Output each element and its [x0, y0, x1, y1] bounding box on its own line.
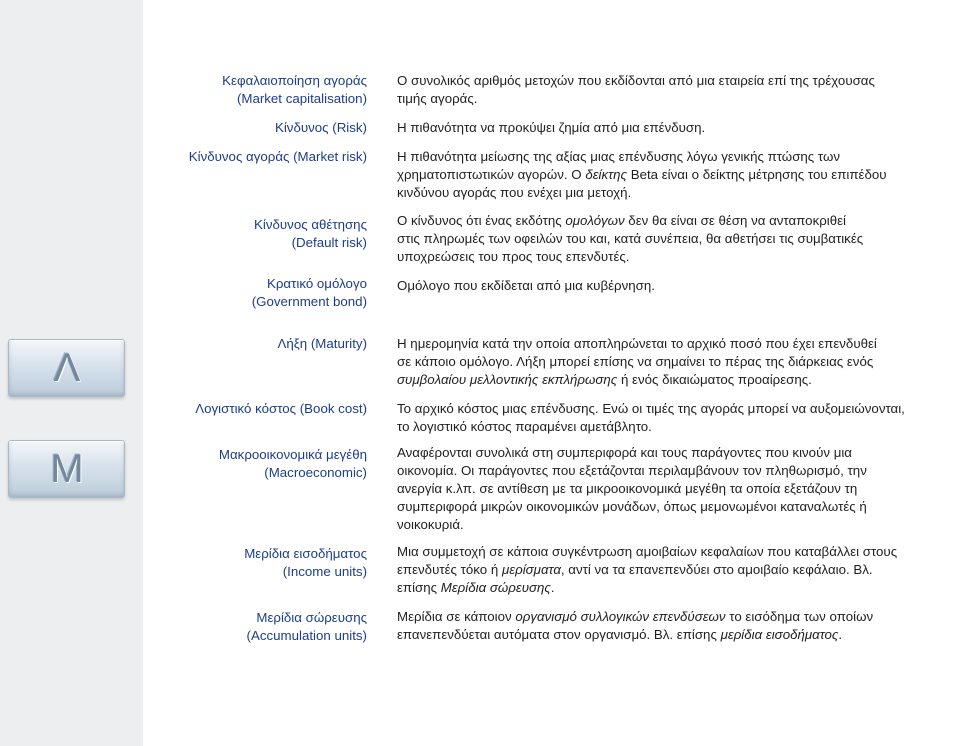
term-line: (Government bond)	[251, 294, 367, 309]
glossary-term-income-units: μερίδια εισοδήματος	[720, 627, 839, 642]
term-market-risk	[150, 148, 367, 166]
glossary-term-futures: συμβολαίου μελλοντικής εκπλήρωσης	[397, 372, 618, 387]
def-line: οικονομία. Οι παράγοντες που εξετάζονται περιλαμβάνουν τον πληθωρισμό, την	[397, 463, 867, 478]
term-line: Μερίδια εισοδήματος	[244, 546, 367, 561]
definition-market-capitalisation	[397, 72, 957, 108]
term-accumulation-units	[150, 609, 367, 645]
def-line	[397, 626, 957, 644]
def-line: Ο συνολικός αριθμός μετοχών που εκδίδονται από μια εταιρεία επί της τρέχουσας	[397, 73, 875, 88]
def-text: το εισόδημα των οποίων	[725, 609, 874, 624]
term-line: (Market capitalisation)	[236, 91, 367, 106]
glossary-term-dividends: μερίσματα	[501, 562, 561, 577]
def-line: νοικοκυριά.	[397, 517, 464, 532]
def-line: τιμής αγοράς.	[397, 91, 478, 106]
def-line	[397, 371, 957, 389]
glossary-term-accumulation-units: Μερίδια σώρευσης	[440, 580, 551, 595]
def-text: Μερίδια σε κάποιον	[397, 609, 516, 624]
letter-tile-mu	[8, 440, 125, 498]
definition-risk	[397, 119, 957, 137]
glossary-term-collective-investment: οργανισμό συλλογικών επενδύσεων	[515, 609, 726, 624]
term-income-units	[150, 545, 367, 581]
term-line: Μερίδια σώρευσης	[256, 610, 367, 625]
term-government-bond	[150, 275, 367, 311]
def-line: υποχρεώσεις του προς τους επενδυτές.	[397, 249, 630, 264]
term-line: (Accumulation units)	[246, 628, 367, 643]
term-risk	[150, 119, 367, 137]
letter-mu: Μ	[50, 447, 84, 491]
def-line: Το αρχικό κόστος μιας επένδυσης. Ενώ οι τιμές της αγοράς μπορεί να αυξομειώνονται,	[397, 401, 905, 416]
def-text: επανεπενδύεται αυτόματα στον οργανισμό. Βλ. επίσης	[397, 627, 721, 642]
def-line	[397, 608, 957, 626]
def-text: χρηματοπιστωτικών αγορών.	[397, 167, 568, 182]
def-line: Η πιθανότητα μείωσης της αξίας μιας επένδυσης λόγω γενικής πτώσης των	[397, 149, 840, 164]
definition-default-risk	[397, 212, 957, 266]
term-default-risk	[150, 216, 367, 252]
term-line: Κίνδυνος αθέτησης	[254, 217, 367, 232]
term-line: (Macroeconomic)	[264, 465, 367, 480]
def-text: Beta είναι ο δείκτης μέτρησης του επιπέδου	[627, 167, 887, 182]
term-line: Μακροοικονομικά μεγέθη	[218, 447, 367, 462]
term-macroeconomic	[150, 446, 367, 482]
def-line: Η πιθανότητα να προκύψει ζημία από μια επένδυση.	[397, 120, 706, 135]
definition-market-risk	[397, 148, 957, 202]
term-book-cost	[150, 400, 367, 418]
letter-tile-lambda	[8, 339, 125, 397]
def-line: Ομόλογο που εκδίδεται από μια κυβέρνηση.	[397, 278, 655, 293]
def-line	[397, 579, 957, 597]
def-line: Αναφέρονται συνολικά στη συμπεριφορά και τους παράγοντες που κινούν μια	[397, 445, 852, 460]
def-line: κινδύνου αγοράς που ενέχει μια μετοχή.	[397, 185, 632, 200]
term-line: Κίνδυνος αγοράς (Market risk)	[188, 149, 367, 164]
def-line: σε κάποιο ομόλογο. Λήξη μπορεί επίσης να σημαίνει το πέρας της διάρκειας ενός	[397, 354, 874, 369]
definition-maturity	[397, 335, 957, 389]
def-line: ανεργία κ.λπ. σε αντίθεση με τα μικροοικονομικά μεγέθη τα οποία εξετάζουν τη	[397, 481, 858, 496]
definition-accumulation-units	[397, 608, 957, 644]
def-line: Η ημερομηνία κατά την οποία αποπληρώνεται το αρχικό ποσό που έχει επενδυθεί	[397, 336, 877, 351]
def-text: ή ενός δικαιώματος προαίρεσης.	[617, 372, 812, 387]
term-line: Λογιστικό κόστος (Book cost)	[195, 401, 367, 416]
definition-book-cost	[397, 400, 957, 436]
def-line: Μια συμμετοχή σε κάποια συγκέντρωση αμοιβαίων κεφαλαίων που καταβάλλει στους	[397, 544, 898, 559]
def-text: Ο κίνδυνος ότι ένας εκδότης	[397, 213, 566, 228]
term-maturity	[150, 335, 367, 353]
term-line: Κίνδυνος (Risk)	[274, 120, 367, 135]
term-line: Κρατικό ομόλογο	[267, 276, 367, 291]
def-text: επενδυτές τόκο ή	[397, 562, 502, 577]
glossary-term-bonds: ομολόγων	[565, 213, 625, 228]
definition-macroeconomic	[397, 444, 957, 534]
letter-lambda: Λ	[53, 346, 81, 390]
def-text: .	[550, 580, 555, 595]
def-line	[397, 561, 957, 579]
def-line	[397, 212, 957, 230]
term-line: (Default risk)	[291, 235, 367, 250]
def-line: στις πληρωμές των οφειλών του και, κατά συνέπεια, θα αθετήσει τις συμβατικές	[397, 231, 864, 246]
glossary-term-index: δείκτης	[585, 167, 627, 182]
definition-government-bond	[397, 277, 957, 295]
term-line: (Income units)	[282, 564, 367, 579]
definition-income-units	[397, 543, 957, 597]
def-text: δεν θα είναι σε θέση να ανταποκριθεί	[624, 213, 847, 228]
def-text: , αντί να τα επανεπενδύει στο αμοιβαίο κεφάλαιο. Βλ.	[560, 562, 873, 577]
def-line	[397, 166, 957, 184]
def-text: Ο	[567, 167, 586, 182]
def-text: επίσης	[397, 580, 441, 595]
term-line: Λήξη (Maturity)	[277, 336, 367, 351]
term-line: Κεφαλαιοποίηση αγοράς	[222, 73, 367, 88]
def-line: το λογιστικό κόστος παραμένει αμετάβλητο.	[397, 419, 652, 434]
term-market-capitalisation	[150, 72, 367, 108]
def-line: συμπεριφορά μικρών οικονομικών μονάδων, όπως μεμονωμένοι καταναλωτές ή	[397, 499, 867, 514]
def-text: .	[838, 627, 843, 642]
